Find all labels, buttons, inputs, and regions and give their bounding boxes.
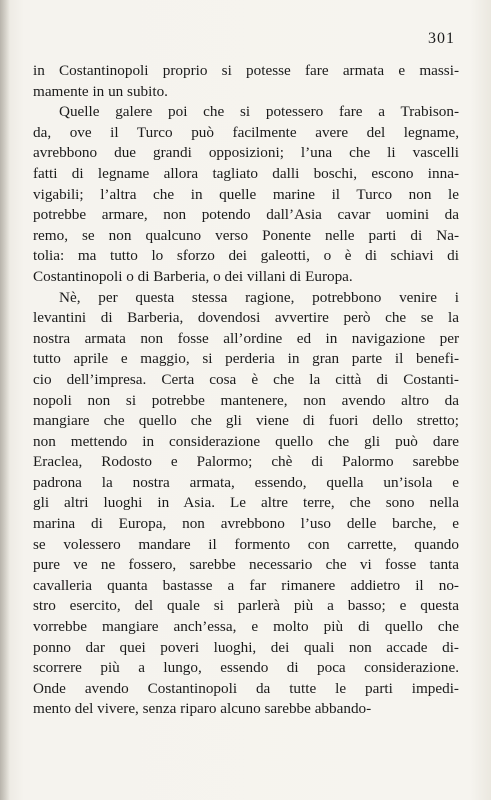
text-line: in Costantinopoli proprio si potesse fare armata e massi- xyxy=(33,62,459,79)
page-number: 301 xyxy=(428,30,455,47)
text-line: mangiare che quello che gli viene di fuori dello stretto; xyxy=(33,412,459,430)
text-line: non mettendo in considerazione quello che gli può dare xyxy=(33,432,459,450)
text-line: marina di Europa, non avrebbono l’uso delle barche, e xyxy=(33,515,459,533)
text-line: Onde avendo Costantinopoli da tutte le parti impedi- xyxy=(33,679,459,697)
text-line: padrona la nostra armata, essendo, quella un’isola e xyxy=(33,473,459,491)
text-line: cavalleria quanta bastasse a far rimanere addietro il no- xyxy=(33,576,459,594)
text-line: vorrebbe mangiare anch’essa, e molto più di quello che xyxy=(33,618,459,636)
text-line: tolia: ma tutto lo sforzo dei galeotti, o è di schiavi di xyxy=(33,247,459,265)
text-line: levantini di Barberia, dovendosi avvertire però che se la xyxy=(33,309,459,327)
text-line: tutto aprile e maggio, si perderia in gran parte il benefi- xyxy=(33,350,459,368)
text-line: Quelle galere poi che si potessero fare a Trabison- xyxy=(59,103,459,121)
text-line: Costantinopoli o di Barberia, o dei villani di Europa. xyxy=(33,267,353,285)
text-line: da, ove il Turco può facilmente avere del legname, xyxy=(33,123,459,141)
text-line: nopoli non si potrebbe mantenere, non avendo altro da xyxy=(33,391,459,409)
text-line: remo, se non qualcuno verso Ponente nelle parti di Na- xyxy=(33,226,459,244)
binding-shadow xyxy=(0,0,10,800)
text-line: stro esercito, del quale si parlerà più a basso; e questa xyxy=(33,597,459,615)
paragraph xyxy=(33,288,459,720)
paragraph xyxy=(33,102,459,287)
text-line: potrebbe armare, non potendo dall’Asia cavar uomini da xyxy=(33,206,459,224)
text-line: mento del vivere, senza riparo alcuno sarebbe abbando- xyxy=(33,700,372,718)
text-line: avrebbono due grandi opposizioni; l’una che li vascelli xyxy=(33,144,459,162)
text-line: gli altri luoghi in Asia. Le altre terre, che sono nella xyxy=(33,494,459,512)
text-line: vigabili; l’altra che in quelle marine il Turco non le xyxy=(33,185,459,203)
body-text xyxy=(33,61,459,720)
text-line: scorrere più a lungo, essendo di poca considerazione. xyxy=(33,659,459,677)
text-line: Nè, per questa stessa ragione, potrebbono venire i xyxy=(59,288,459,306)
paragraph xyxy=(33,61,459,102)
text-line: cio dell’impresa. Certa cosa è che la città di Costanti- xyxy=(33,370,459,388)
text-line: ponno dar quei poveri luoghi, dei quali non accade di- xyxy=(33,638,459,656)
text-line: nostra armata non fosse all’ordine ed in navigazione per xyxy=(33,329,459,347)
text-line: Eraclea, Rodosto e Palormo; chè di Palormo sarebbe xyxy=(33,453,459,471)
text-line: fatti di legname allora tagliato dalli boschi, escono inna- xyxy=(33,164,459,182)
text-line: se volessero mandare il formento con carrette, quando xyxy=(33,535,459,553)
text-line: mamente in un subito. xyxy=(33,82,168,100)
text-line: pure ve ne fossero, sarebbe necessario che vi fosse tanta xyxy=(33,556,459,574)
